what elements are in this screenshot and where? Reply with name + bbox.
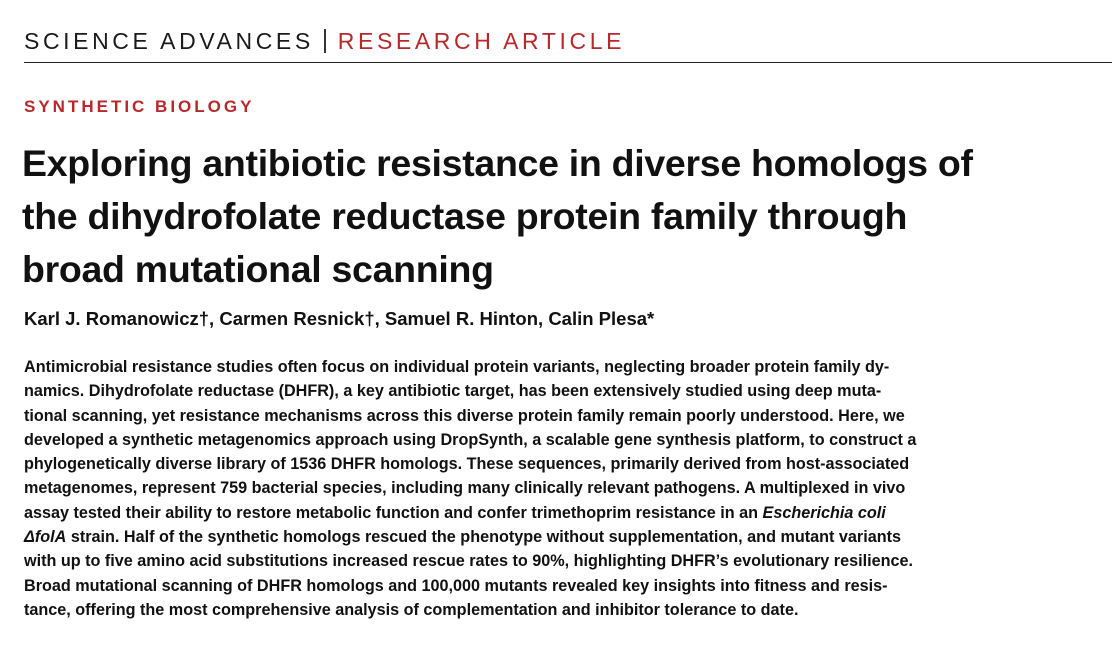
abstract-line: developed a synthetic metagenomics approach using DropSynth, a scalable gene synthesis platform, to construct a <box>24 430 917 449</box>
abstract-line: tional scanning, yet resistance mechanisms across this diverse protein family remain poorly understood. Here, we <box>24 406 905 425</box>
title-line: the dihydrofolate reductase protein family through <box>22 195 908 237</box>
abstract-line: Antimicrobial resistance studies often focus on individual protein variants, neglecting broader protein family dy- <box>24 358 890 376</box>
abstract-line <box>24 525 1094 549</box>
article-type: RESEARCH ARTICLE <box>337 27 626 54</box>
abstract-line: Broad mutational scanning of DHFR homologs and 100,000 mutants revealed key insights into fitness and resis- <box>24 576 888 595</box>
species-name: Escherichia coli <box>762 503 886 522</box>
abstract-line: namics. Dihydrofolate reductase (DHFR), a key antibiotic target, has been extensively studied using deep muta- <box>24 382 882 401</box>
journal-name: SCIENCE ADVANCES <box>24 27 314 54</box>
abstract <box>24 355 1094 622</box>
title-line: broad mutational scanning <box>22 248 494 290</box>
abstract-text: assay tested their ability to restore metabolic function and confer trimethoprim resistance in an <box>24 503 759 522</box>
abstract-line: metagenomes, represent 759 bacterial species, including many clinically relevant pathogens. A multiplexed in vivo <box>24 479 906 498</box>
title-line: Exploring antibiotic resistance in diverse homologs of <box>22 142 973 184</box>
abstract-line: phylogenetically diverse library of 1536 DHFR homologs. These sequences, primarily derived from host-associated <box>24 455 910 474</box>
abstract-line <box>24 501 1094 525</box>
abstract-line: tance, offering the most comprehensive analysis of complementation and inhibitor tolerance to date. <box>24 600 799 619</box>
author-list: Karl J. Romanowicz†, Carmen Resnick†, Samuel R. Hinton, Calin Plesa* <box>24 308 655 329</box>
abstract-line: with up to five amino acid substitutions increased rescue rates to 90%, highlighting DHFR’s evolutionary resilience. <box>24 552 913 571</box>
article-title <box>22 137 1102 296</box>
header-separator <box>324 29 326 53</box>
journal-header <box>24 28 625 54</box>
gene-name: ΔfolA <box>24 528 67 547</box>
section-label: SYNTHETIC BIOLOGY <box>24 97 255 116</box>
header-rule <box>24 62 1112 63</box>
abstract-text: strain. Half of the synthetic homologs rescued the phenotype without supplementation, and mutant variants <box>70 528 901 547</box>
